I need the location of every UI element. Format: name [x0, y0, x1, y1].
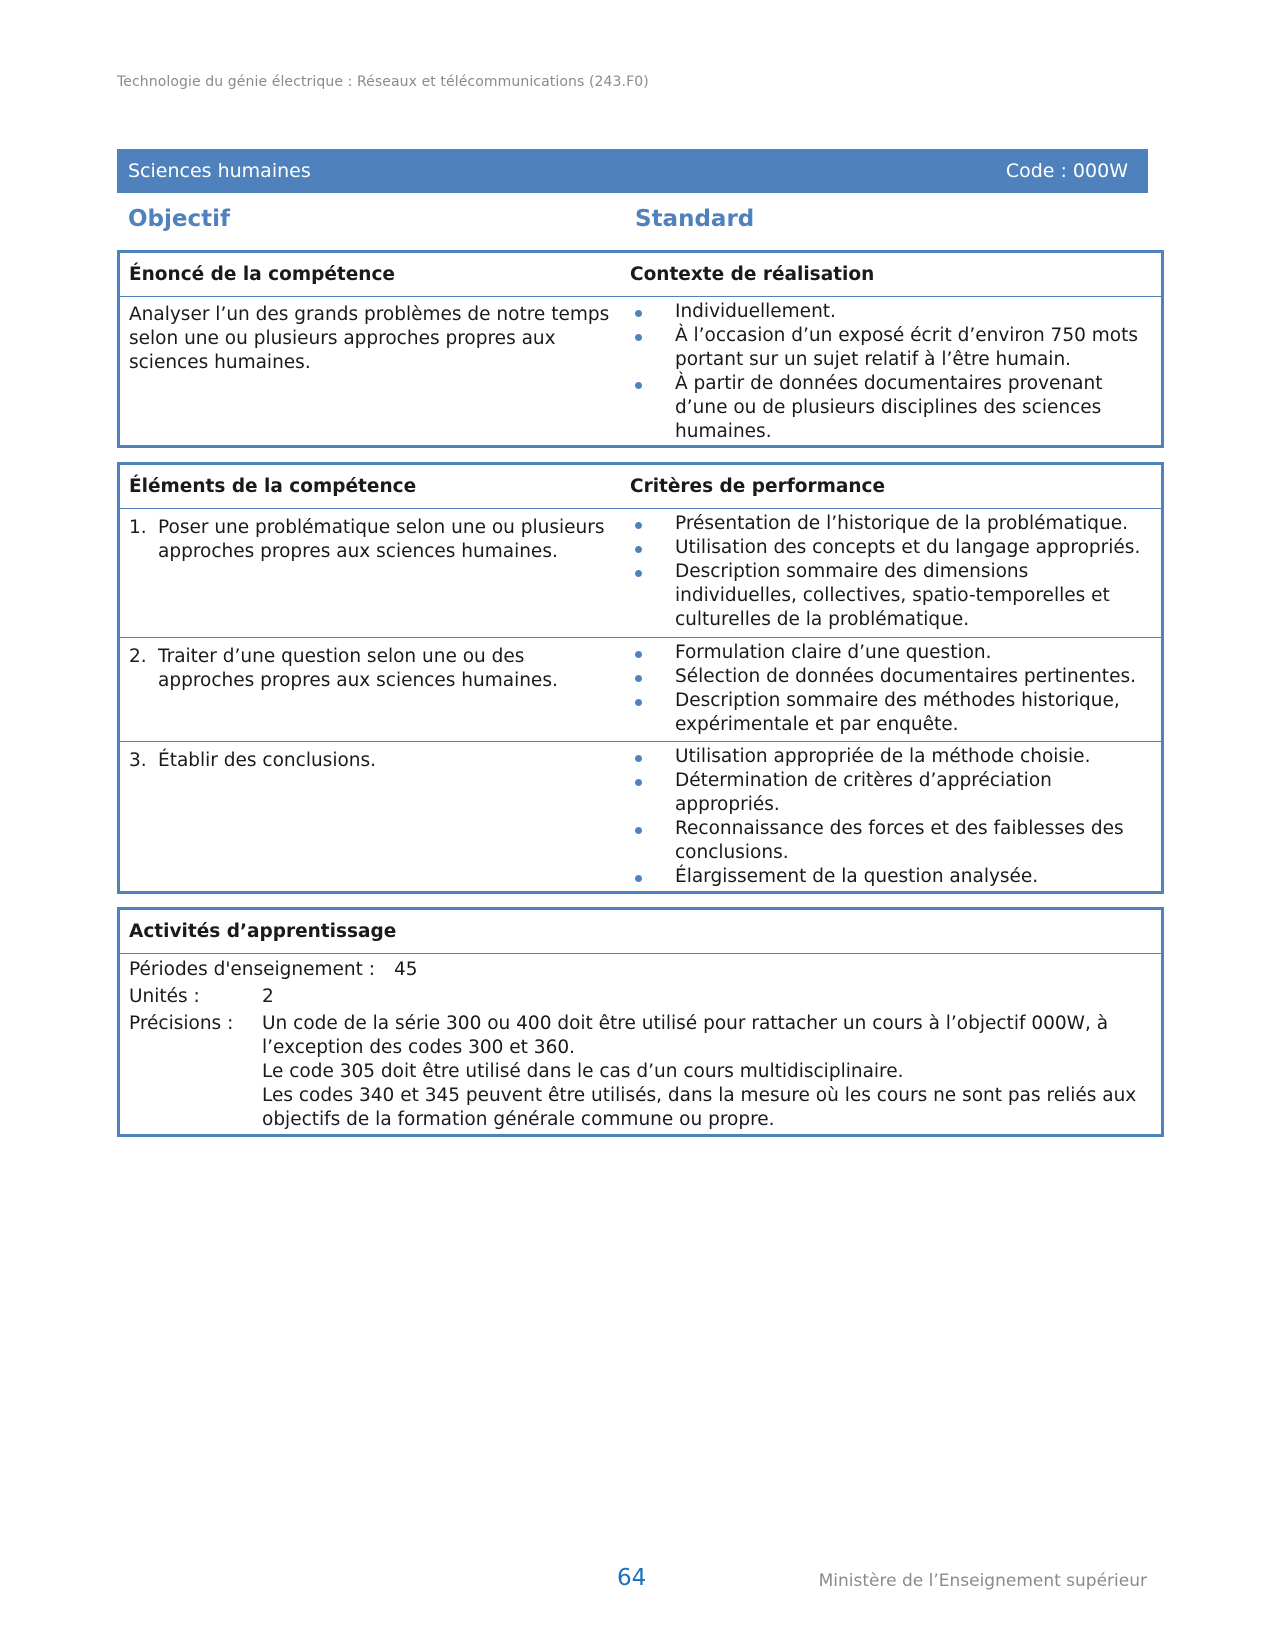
- list-item: Reconnaissance des forces et des faiblesses des conclusions.: [630, 817, 1161, 865]
- element-number: 3.: [129, 750, 147, 771]
- list-item: Présentation de l’historique de la problématique.: [630, 512, 1161, 536]
- element-text: Traiter d’une question selon une ou des approches propres aux sciences humaines.: [158, 646, 558, 691]
- bullet-icon: [630, 536, 675, 560]
- objectif-heading: Objectif: [128, 206, 231, 232]
- bullet-icon: [630, 817, 675, 865]
- list-item: Élargissement de la question analysée.: [630, 865, 1161, 889]
- bullet-icon: [630, 865, 675, 889]
- periodes-value: 45: [394, 959, 418, 980]
- element-text: Établir des conclusions.: [158, 750, 377, 771]
- list-item: Sélection de données documentaires pertinentes.: [630, 665, 1161, 689]
- list-item: Description sommaire des méthodes historique, expérimentale et par enquête.: [630, 689, 1161, 737]
- unites-line: [129, 985, 1152, 1009]
- unites-label: Unités :: [129, 986, 200, 1007]
- bullet-icon: [630, 745, 675, 769]
- competence-row: [120, 297, 1161, 446]
- criteria-list: [630, 512, 1161, 632]
- criteres-header: Critères de performance: [630, 476, 886, 497]
- list-item: Utilisation appropriée de la méthode choisie.: [630, 745, 1161, 769]
- title-bar: [117, 149, 1148, 193]
- list-item: À l’occasion d’un exposé écrit d’environ 750 mots portant sur un sujet relatif à l’être humain.: [630, 324, 1161, 372]
- list-item: Utilisation des concepts et du langage appropriés.: [630, 536, 1161, 560]
- precision-text: Le code 305 doit être utilisé dans le cas d’un cours multidisciplinaire.: [262, 1061, 904, 1082]
- bullet-icon: [630, 324, 675, 372]
- bullet-icon: [630, 641, 675, 665]
- elements-box-header: [120, 465, 1161, 509]
- list-item: Formulation claire d’une question.: [630, 641, 1161, 665]
- list-item: À partir de données documentaires provenant d’une ou de plusieurs disciplines des sciences humaines.: [630, 372, 1161, 444]
- element-number: 2.: [129, 646, 147, 667]
- footer-publisher: Ministère de l’Enseignement supérieur: [818, 1571, 1147, 1591]
- elements-header: Éléments de la compétence: [129, 476, 417, 497]
- precision-text: Un code de la série 300 ou 400 doit être utilisé pour rattacher un cours à l’objectif 000W, à l’exception des codes 300 et 360.: [262, 1013, 1109, 1058]
- activities-box: [117, 907, 1164, 1137]
- competence-statement: Analyser l’un des grands problèmes de notre temps selon une ou plusieurs approches propres aux sciences humaines.: [129, 304, 610, 373]
- list-item: Description sommaire des dimensions individuelles, collectives, spatio-temporelles et culturelles de la problématique.: [630, 560, 1161, 632]
- criteria-list: [630, 641, 1161, 737]
- bullet-icon: [630, 769, 675, 817]
- bullet-icon: [630, 512, 675, 536]
- section-headings: [128, 206, 1128, 240]
- criteria-list: [630, 745, 1161, 889]
- page-number: 64: [617, 1565, 647, 1591]
- running-header: Technologie du génie électrique : Réseaux et télécommunications (243.F0): [117, 74, 649, 90]
- elements-box: [117, 462, 1164, 894]
- subject-title: Sciences humaines: [128, 160, 311, 182]
- element-number: 1.: [129, 517, 147, 538]
- list-item: Détermination de critères d’appréciation appropriés.: [630, 769, 1161, 817]
- standard-heading: Standard: [635, 206, 755, 232]
- unites-value: 2: [262, 986, 274, 1007]
- competence-box: [117, 250, 1164, 448]
- competence-box-header: [120, 253, 1161, 297]
- subject-code: Code : 000W: [1005, 160, 1128, 182]
- activities-header: Activités d’apprentissage: [120, 910, 1161, 954]
- element-row: [120, 742, 1161, 891]
- context-list: [630, 300, 1161, 444]
- precision-text: Les codes 340 et 345 peuvent être utilisés, dans la mesure où les cours ne sont pas reliés aux objectifs de la formation générale commune ou propre.: [262, 1085, 1137, 1130]
- contexte-header: Contexte de réalisation: [630, 264, 875, 285]
- list-item: Individuellement.: [630, 300, 1161, 324]
- bullet-icon: [630, 300, 675, 324]
- bullet-icon: [630, 689, 675, 737]
- bullet-icon: [630, 372, 675, 444]
- element-row: [120, 638, 1161, 742]
- periodes-label: Périodes d'enseignement :: [129, 959, 376, 980]
- bullet-icon: [630, 665, 675, 689]
- precisions-label: Précisions :: [129, 1013, 234, 1034]
- element-row: [120, 509, 1161, 638]
- element-text: Poser une problématique selon une ou plusieurs approches propres aux sciences humaines.: [158, 517, 605, 562]
- periodes-line: [129, 958, 1152, 982]
- enonce-header: Énoncé de la compétence: [129, 264, 395, 285]
- bullet-icon: [630, 560, 675, 632]
- precisions-line: [129, 1012, 1152, 1132]
